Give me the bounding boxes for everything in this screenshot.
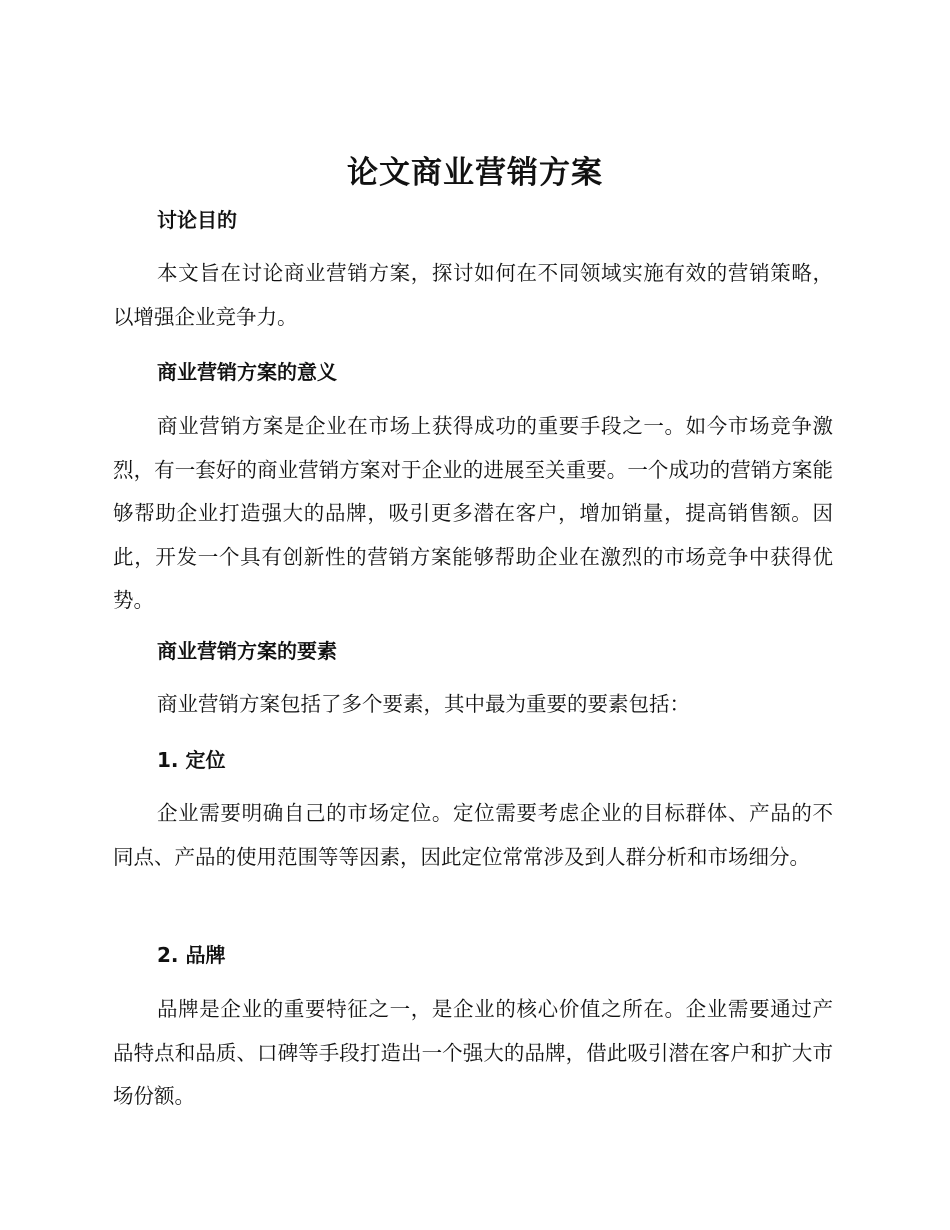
- paragraph-brand: 品牌是企业的重要特征之一，是企业的核心价值之所在。企业需要通过产品特点和品质、口碑等手段打造出一个强大的品牌，借此吸引潜在客户和扩大市场份额。: [113, 997, 833, 1109]
- paragraph-significance: 商业营销方案是企业在市场上获得成功的重要手段之一。如今市场竞争激烈，有一套好的商业营销方案对于企业的进展至关重要。一个成功的营销方案能够帮助企业打造强大的品牌，吸引更多潜在客户，增加销量，提高销售额。因此，开发一个具有创新性的营销方案能够帮助企业在激烈的市场竞争中获得优势。: [113, 414, 833, 613]
- section-heading-significance: 商业营销方案的意义: [157, 360, 337, 384]
- paragraph-purpose: 本文旨在讨论商业营销方案，探讨如何在不同领域实施有效的营销策略，以增强企业竞争力。: [113, 261, 833, 329]
- paragraph-elements: 商业营销方案包括了多个要素，其中最为重要的要素包括：: [157, 692, 690, 716]
- section-heading-elements: 商业营销方案的要素: [157, 639, 337, 663]
- section-heading-brand: 2. 品牌: [157, 943, 226, 967]
- paragraph-positioning: 企业需要明确自己的市场定位。定位需要考虑企业的目标群体、产品的不同点、产品的使用范围等等因素，因此定位常常涉及到人群分析和市场细分。: [113, 801, 833, 869]
- section-heading-positioning: 1. 定位: [157, 748, 226, 772]
- document-title: 论文商业营销方案: [347, 155, 603, 191]
- section-heading-purpose: 讨论目的: [157, 208, 237, 232]
